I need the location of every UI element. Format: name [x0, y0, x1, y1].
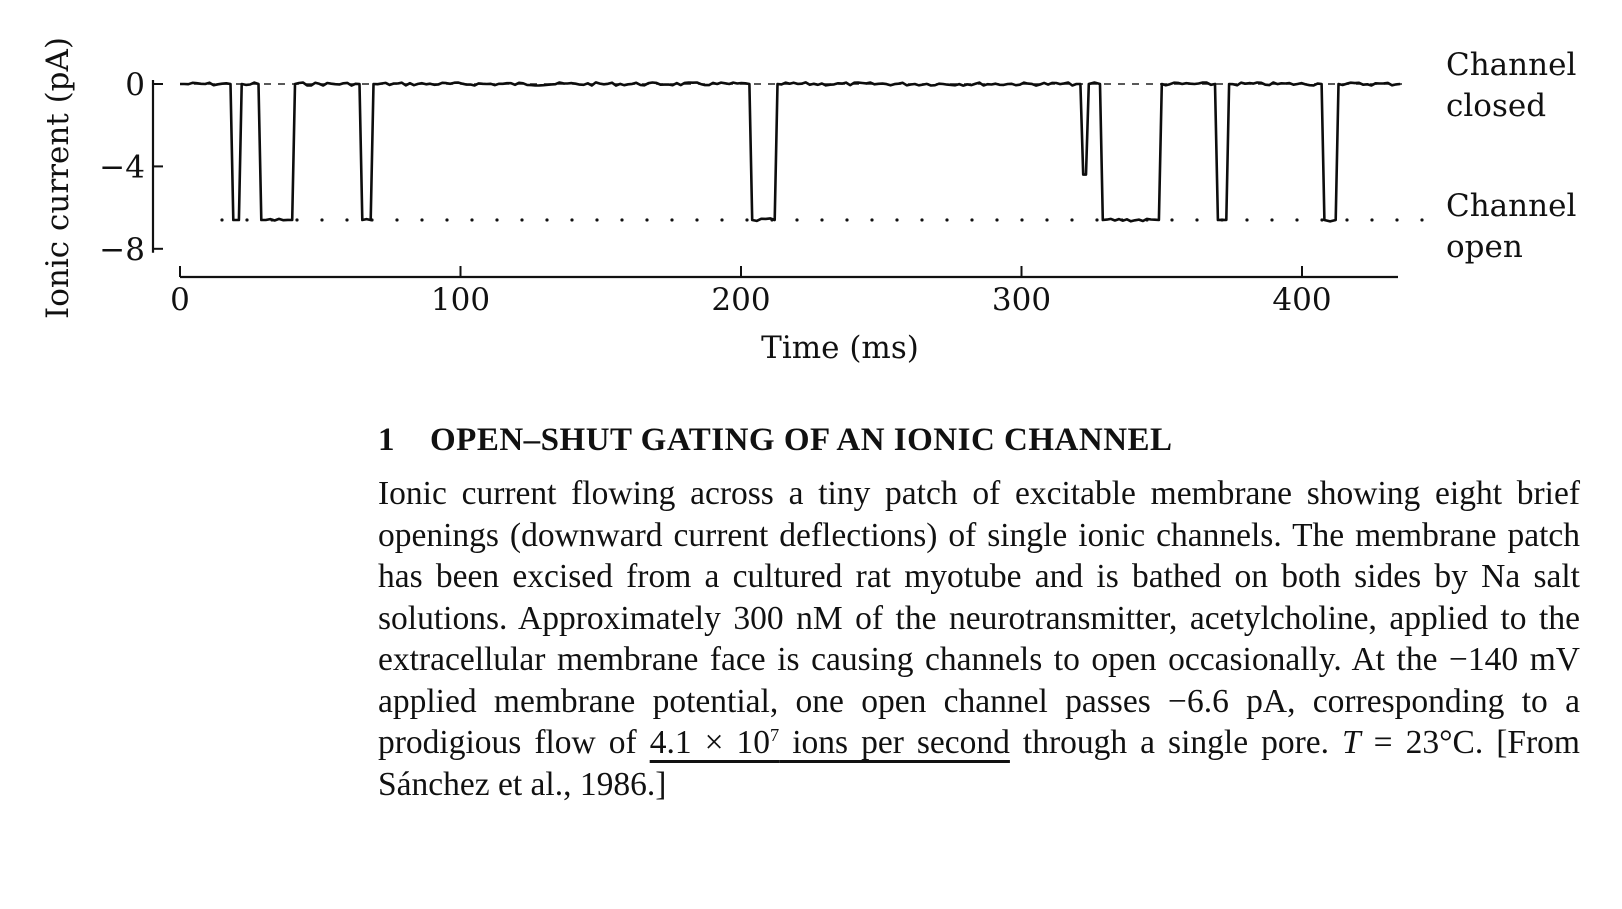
x-tick-label: 100 [430, 282, 491, 318]
caption-text-part3: = 23°C. [From Sánchez et al., 1986.] [378, 724, 1580, 803]
level-lines [180, 47, 1576, 265]
y-tick-label: −4 [99, 149, 145, 186]
y-axis-label: Ionic current (pA) [40, 36, 76, 320]
trace-group [180, 82, 1400, 221]
caption-body [378, 473, 1580, 805]
x-tick-label: 400 [1272, 282, 1332, 318]
caption-text-part2: through a single pore. [1009, 724, 1343, 761]
current-trace-figure [0, 0, 1622, 380]
rate-exponent: 7 [770, 724, 780, 745]
channel-open-label: Channel open [1446, 188, 1577, 265]
current-trace [180, 82, 1400, 221]
caption-title: OPEN–SHUT GATING OF AN IONIC CHANNEL [430, 422, 1173, 458]
figure-number: 1 [378, 422, 395, 458]
x-tick-label: 0 [170, 282, 190, 318]
caption-title-line [378, 422, 1580, 459]
x-tick-label: 300 [991, 282, 1052, 318]
y-tick-label: −8 [99, 231, 145, 268]
rate-base: 4.1 × 10 [649, 724, 770, 761]
y-tick-label: 0 [125, 67, 145, 103]
x-axis-label: Time (ms) [761, 330, 919, 366]
x-tick-label: 200 [711, 282, 771, 318]
figure-caption [378, 422, 1580, 805]
caption-text-part1: Ionic current flowing across a tiny patch of excitable membrane showing eight brief openings (downward current deflections) of single ionic channels. The membrane patch has been excised from a cultured rat myotube and is bathed on both sides by Na salt solutions. Approximately 300 nM of the neurotransmitter, acetylcholine, applied to the extracellular membrane face is causing channels to open occasionally. At the −140 mV applied membrane potential, one open channel passes −6.6 pA, corresponding to a prodigious flow of [378, 475, 1580, 761]
underlined-rate [650, 724, 1010, 761]
temperature-symbol: T [1342, 724, 1361, 761]
channel-closed-label: Channel closed [1446, 47, 1577, 124]
rate-unit: ions per second [779, 724, 1010, 761]
